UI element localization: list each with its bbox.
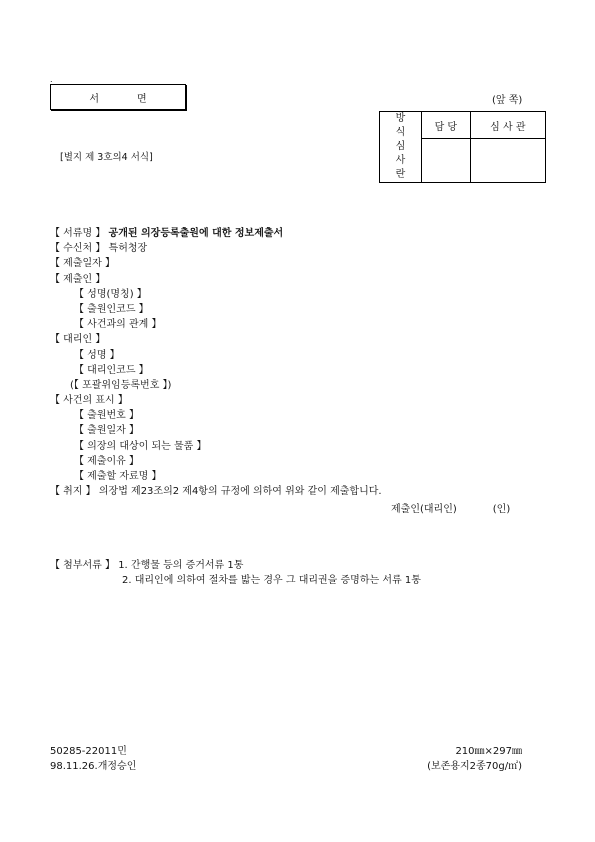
paper-size: 210㎜×297㎜ [455,746,522,757]
case-material-field: 【 제출할 자료명 】 [74,471,162,482]
attachment-item-1: 1. 간행물 등의 증거서류 1통 [118,560,244,571]
form-code: 50285-22011민 [50,746,127,757]
attachments [50,558,421,588]
document-type-char-1: 서 [89,93,99,105]
page-side-label: (앞 쪽) [492,95,523,106]
purpose-row: 【 취지 】 의장법 제23조의2 제4항의 규정에 의하여 위와 같이 제출합니다. [50,486,382,498]
corner-mark: . [50,75,53,84]
review-table [379,111,546,183]
column-in-charge: 담 당 [422,112,471,139]
case-article-field: 【 의장의 대상이 되는 물품 】 [74,440,207,452]
case-application-date-field: 【 출원일자 】 [74,425,139,437]
submitter-relation-field: 【 사건과의 관계 】 [74,319,162,331]
attachments-label: 【 첨부서류 】 [50,560,115,571]
footer-right [427,744,522,774]
examiner-seal-cell [470,139,545,183]
agent-registration-field: (【 포괄위임등록번호 】) [70,379,172,391]
signature-label: 제출인(대리인) [391,504,457,515]
purpose-value: 의장법 제23조의2 제4항의 규정에 의하여 위와 같이 제출합니다. [98,486,382,498]
method-review-label: 방 식 심 사 란 [380,112,422,183]
document-type-char-2: 면 [137,93,147,105]
seal-mark: (인) [492,504,511,515]
signature-line [391,500,510,515]
submitter-code-field: 【 출원인코드 】 [74,303,149,315]
document-type-box [50,84,186,110]
case-field: 【 사건의 표시 】 [50,395,128,407]
recipient-row: 【 수신처 】 특허청장 [50,243,148,255]
submit-date-field: 【 제출일자 】 [50,258,115,270]
form-number: [별지 제 3호의4 서식] [60,152,153,163]
agent-code-field: 【 대리인코드 】 [74,364,149,376]
paper-type: (보존용지2종70g/㎡) [427,761,522,772]
approval-date: 98.11.26.개정승인 [50,761,137,772]
in-charge-seal-cell [422,139,471,183]
doc-name-value: 공개된 의장등록출원에 대한 정보제출서 [108,228,284,239]
column-examiner: 심 사 관 [470,112,545,139]
form-fields [50,226,382,499]
recipient-value: 특허청장 [108,243,148,255]
case-application-number-field: 【 출원번호 】 [74,410,139,422]
doc-name-row: 【 서류명 】 공개된 의장등록출원에 대한 정보제출서 [50,228,284,239]
attachment-item-2: 2. 대리인에 의하여 절차를 밟는 경우 그 대리권을 증명하는 서류 1통 [122,575,421,586]
agent-field: 【 대리인 】 [50,334,106,346]
footer-left [50,744,136,774]
submitter-field: 【 제출인 】 [50,273,106,285]
case-reason-field: 【 제출이유 】 [74,455,139,467]
agent-name-field: 【 성명 】 [74,349,120,361]
submitter-name-field: 【 성명(명칭) 】 [74,288,147,300]
